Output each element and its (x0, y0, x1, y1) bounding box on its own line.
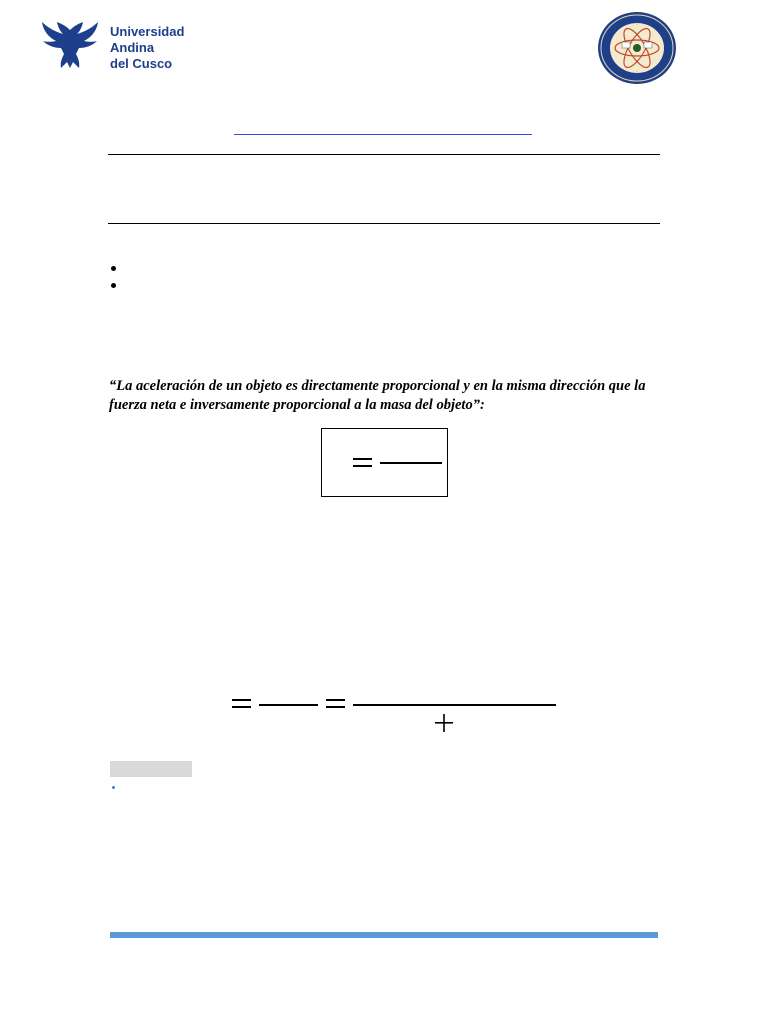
newton-law-quote: “La aceleración de un objeto es directamente proporcional y en la misma dirección que la fuerza neta e inversamente proporcional a la masa del objeto”: (109, 378, 646, 413)
horizontal-rule (108, 154, 660, 155)
logo-line-1: Universidad (110, 24, 185, 39)
fraction-bar (259, 704, 318, 706)
horizontal-rule (108, 223, 660, 224)
university-seal-icon (596, 10, 678, 86)
equals-sign (231, 697, 253, 711)
fraction-bar (353, 704, 556, 706)
eagle-icon (40, 20, 100, 72)
highlighted-text-block (110, 761, 192, 777)
logo-line-2: Andina (110, 40, 155, 55)
title-link-underline[interactable] (234, 134, 532, 135)
plus-sign (434, 713, 454, 733)
logo-wordmark (110, 24, 184, 72)
bullet-marker (112, 786, 115, 789)
footer-rule (110, 932, 658, 938)
equals-sign (352, 456, 374, 470)
fraction-bar (380, 462, 442, 464)
equals-sign (325, 697, 347, 711)
logo-line-3: del Cusco (110, 56, 173, 71)
bullet-marker (111, 266, 116, 271)
formula-box (321, 428, 448, 497)
bullet-marker (111, 283, 116, 288)
university-logo (40, 20, 190, 72)
